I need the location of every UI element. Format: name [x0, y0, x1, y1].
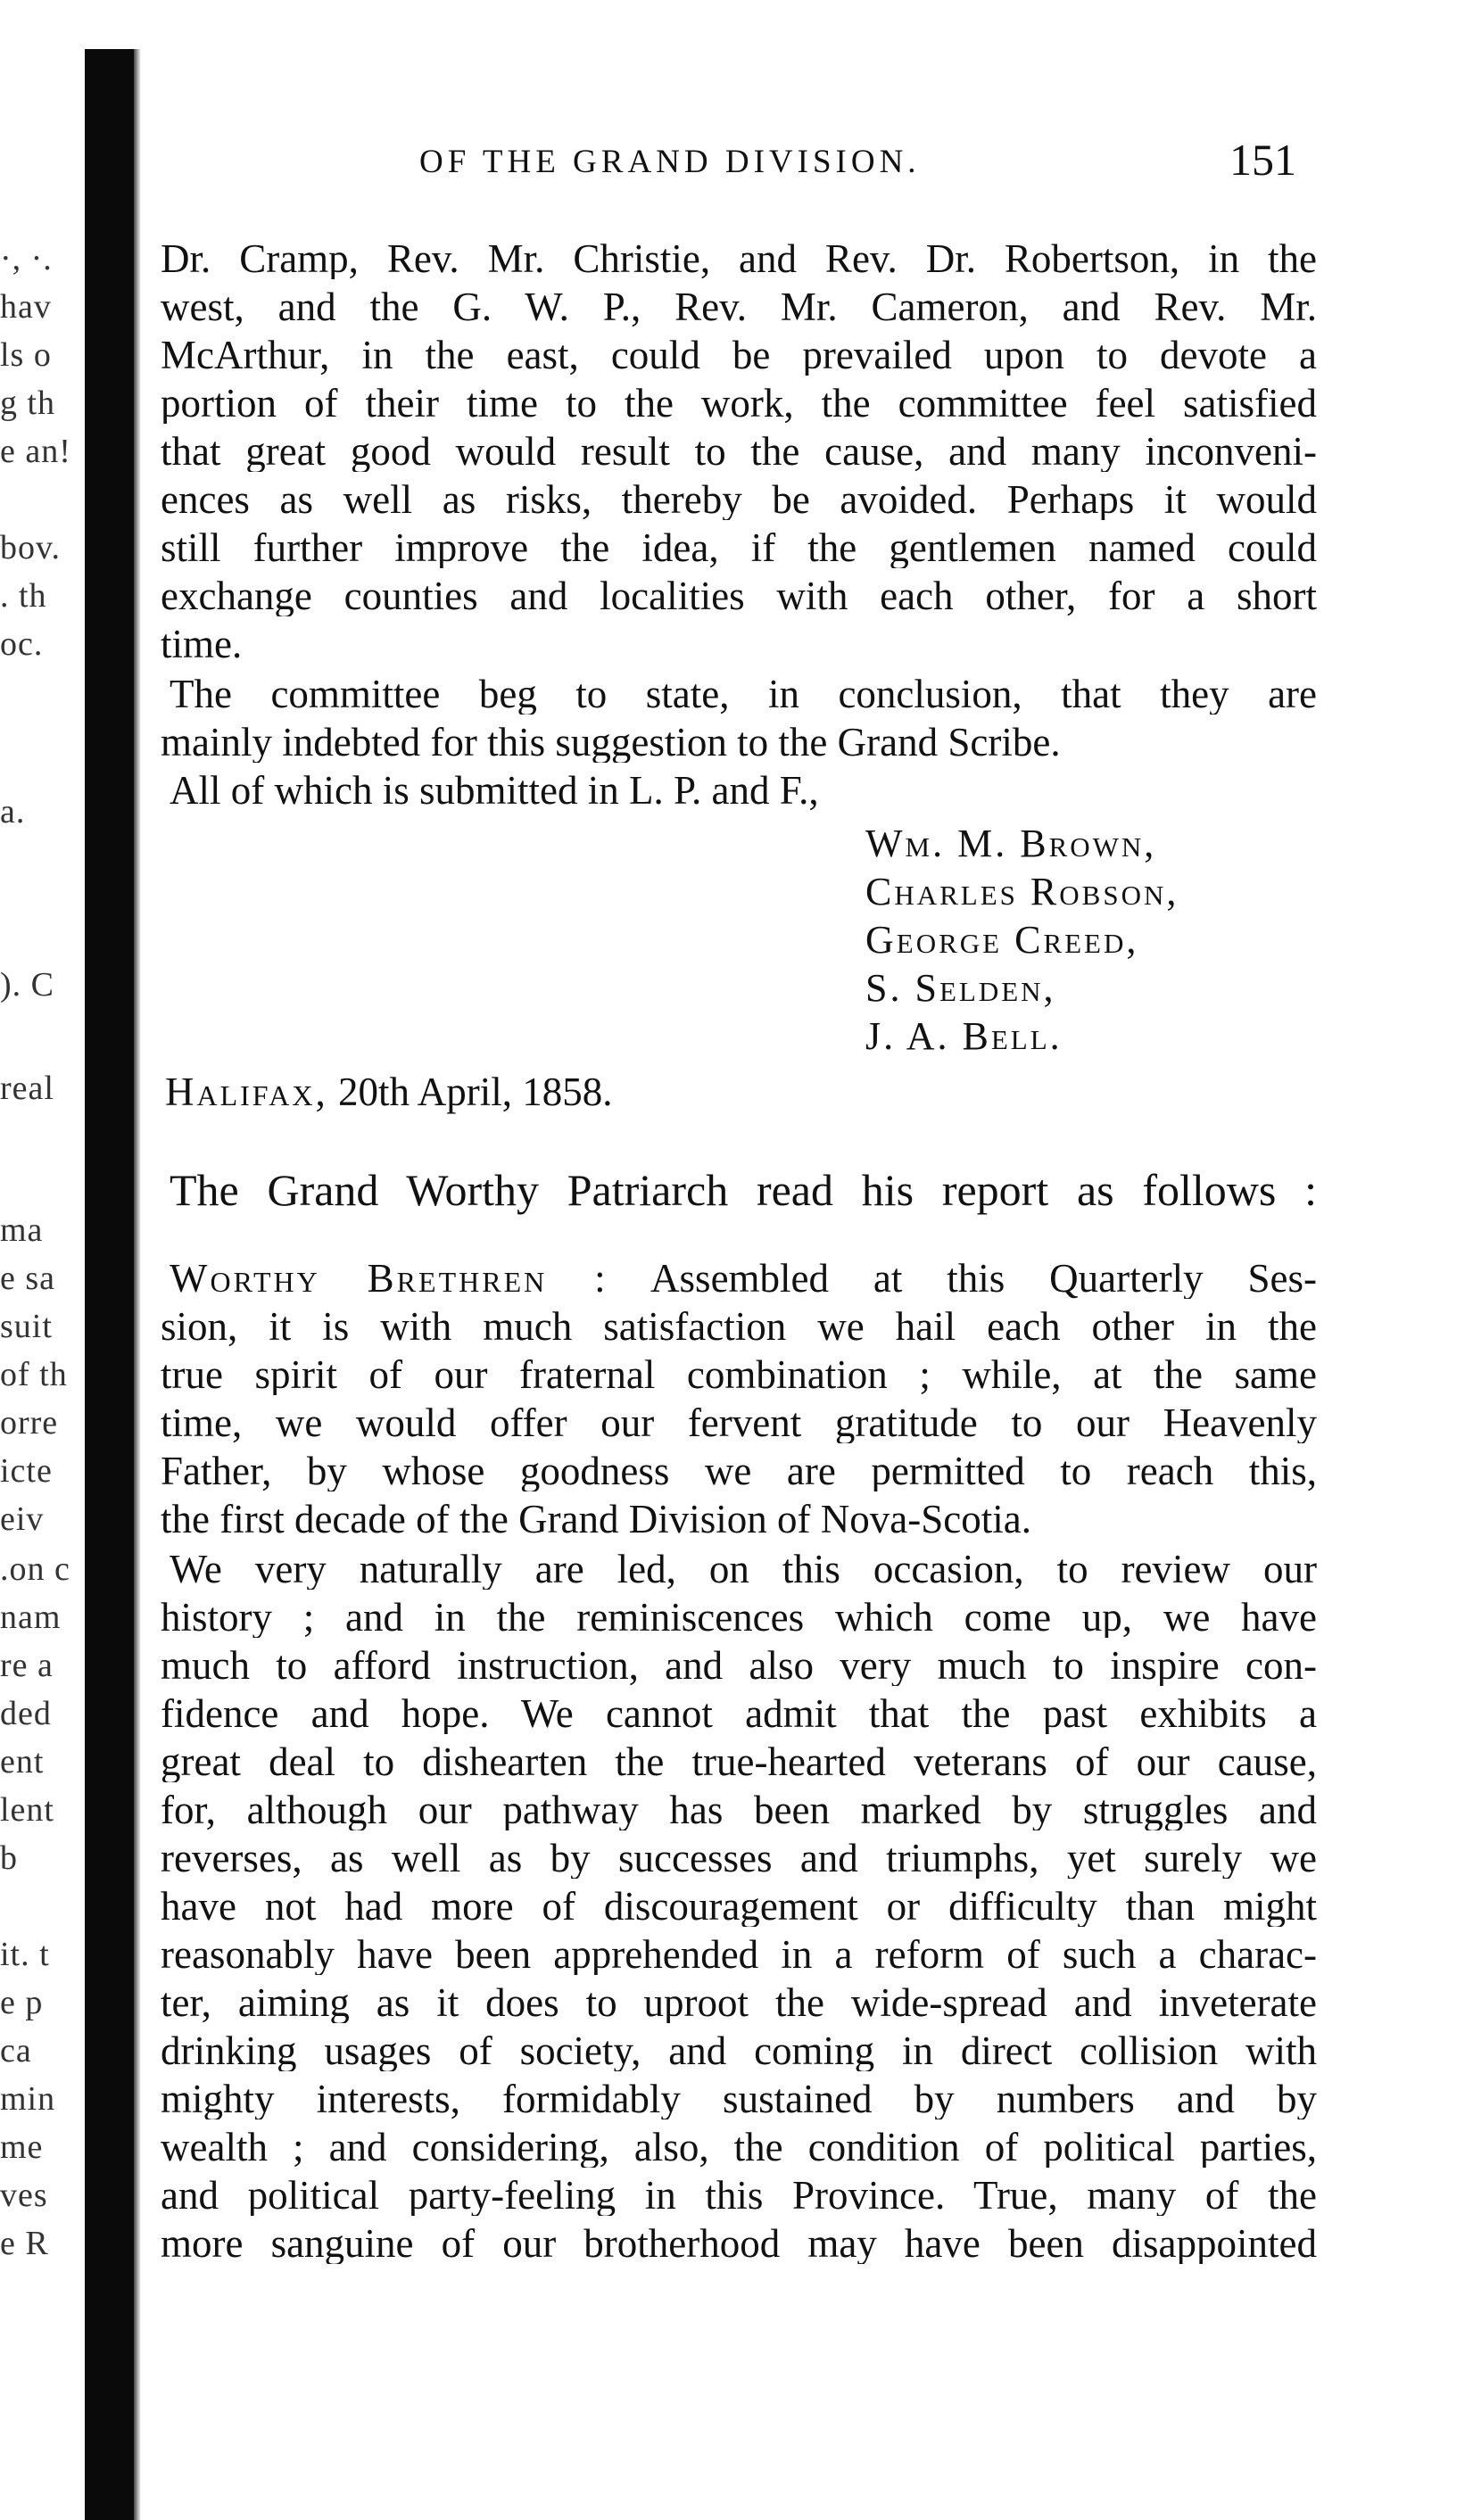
margin-bleed-fragment: ca — [0, 2032, 32, 2070]
margin-bleed-fragment: nam — [0, 1599, 62, 1636]
text-line — [170, 1259, 1317, 1299]
text-line: drinking usages of society, and coming in direct collision with — [161, 2031, 1317, 2071]
signatory: George Creed, — [865, 918, 1139, 962]
margin-bleed-fragment: it. t — [0, 1936, 50, 1973]
text-line: still further improve the idea, if the gentlemen named could — [161, 528, 1317, 568]
text-line: reverses, as well as by successes and triumphs, yet surely we — [161, 1838, 1317, 1879]
margin-bleed-fragment: ded — [0, 1695, 52, 1732]
margin-bleed-fragment: re a — [0, 1647, 54, 1684]
margin-bleed-fragment: a. — [0, 793, 26, 830]
signatory: S. Selden, — [865, 966, 1056, 1010]
margin-bleed-fragment: e R — [0, 2225, 49, 2262]
signatory: J. A. Bell. — [865, 1014, 1063, 1058]
margin-bleed-fragment: lent — [0, 1791, 54, 1829]
text-line: more sanguine of our brotherhood may have been disappointed — [161, 2224, 1317, 2264]
text-line: sion, it is with much satisfaction we hail each other in the — [161, 1307, 1317, 1347]
margin-bleed-fragment: ·, ·. — [0, 240, 53, 277]
margin-bleed-fragment: ). C — [0, 966, 54, 1004]
text-line: ences as well as risks, thereby be avoided. Perhaps it would — [161, 480, 1317, 520]
text-line: time, we would offer our fervent gratitude to our Heavenly — [161, 1403, 1317, 1443]
date-text: 20th April, 1858. — [337, 1070, 613, 1114]
dateline — [165, 1069, 612, 1115]
text-line: We very naturally are led, on this occasion, to review our — [170, 1549, 1317, 1590]
margin-bleed-fragment: oc. — [0, 625, 44, 663]
page-number: 151 — [1229, 135, 1296, 185]
margin-bleed-fragment: . th — [0, 577, 47, 615]
margin-bleed-fragment: ves — [0, 2177, 48, 2214]
text-line: McArthur, in the east, could be prevailed upon to devote a — [161, 335, 1317, 376]
text-line: reasonably have been apprehended in a reform of such a charac- — [161, 1935, 1317, 1975]
text-fragment: Assembled at this Quarterly Ses- — [650, 1259, 1317, 1299]
text-line: have not had more of discouragement or difficulty than might — [161, 1887, 1317, 1927]
margin-bleed-fragment: min — [0, 2080, 56, 2118]
text-line: that great good would result to the cause, and many inconveni- — [161, 432, 1317, 472]
margin-bleed-fragment: ent — [0, 1743, 45, 1781]
text-line: the first decade of the Grand Division of Nova-Scotia. — [161, 1500, 1031, 1540]
text-line: The committee beg to state, in conclusion, that they are — [170, 674, 1317, 715]
margin-bleed-fragment: e an! — [0, 433, 71, 470]
margin-bleed-fragment: ma — [0, 1211, 44, 1249]
text-line: history ; and in the reminiscences which come up, we have — [161, 1598, 1317, 1638]
text-line: fidence and hope. We cannot admit that the past exhibits a — [161, 1694, 1317, 1734]
text-line: Father, by whose goodness we are permitted to reach this, — [161, 1451, 1317, 1491]
margin-bleed-fragment: me — [0, 2128, 44, 2166]
binding-shadow-fade — [134, 49, 141, 2520]
margin-bleed-fragment: bov. — [0, 529, 62, 566]
text-line: mighty interests, formidably sustained by numbers and by — [161, 2079, 1317, 2119]
text-line: west, and the G. W. P., Rev. Mr. Cameron, and Rev. Mr. — [161, 287, 1317, 327]
margin-bleed-fragment: hav — [0, 288, 52, 326]
signatory: Charles Robson, — [865, 870, 1179, 913]
signatory: Wm. M. Brown, — [865, 822, 1157, 865]
text-line: exchange counties and localities with each other, for a short — [161, 576, 1317, 616]
text-line: wealth ; and considering, also, the condition of political parties, — [161, 2128, 1317, 2168]
margin-bleed-fragment: of th — [0, 1356, 68, 1393]
binding-shadow — [85, 49, 134, 2520]
margin-bleed-fragment: b — [0, 1839, 18, 1877]
running-head: OF THE GRAND DIVISION. — [419, 144, 921, 180]
text-line: for, although our pathway has been marked by struggles and — [161, 1790, 1317, 1830]
margin-bleed-fragment: g th — [0, 384, 56, 422]
margin-bleed-fragment: e sa — [0, 1260, 56, 1297]
margin-bleed-fragment: .on c — [0, 1550, 70, 1588]
margin-bleed-fragment: real — [0, 1070, 54, 1107]
margin-bleed-fragment: ls o — [0, 336, 52, 374]
text-line: Dr. Cramp, Rev. Mr. Christie, and Rev. Dr. Robertson, in the — [161, 239, 1317, 279]
section-heading: The Grand Worthy Patriarch read his report as follows : — [170, 1165, 1317, 1215]
text-line: time. — [161, 624, 243, 665]
margin-bleed-fragment: e p — [0, 1984, 44, 2021]
text-line: great deal to dishearten the true-hearted veterans of our cause, — [161, 1742, 1317, 1782]
margin-bleed-fragment: eiv — [0, 1500, 45, 1538]
salutation: Worthy Brethren : — [170, 1259, 608, 1299]
text-line: true spirit of our fraternal combination ; while, at the same — [161, 1355, 1317, 1395]
date-place: Halifax, — [165, 1070, 328, 1114]
text-line: much to afford instruction, and also very much to inspire con- — [161, 1646, 1317, 1686]
text-line: and political party-feeling in this Province. True, many of the — [161, 2176, 1317, 2216]
text-line: ter, aiming as it does to uproot the wide-spread and inveterate — [161, 1983, 1317, 2023]
closing-line: All of which is submitted in L. P. and F., — [170, 771, 819, 811]
text-line: portion of their time to the work, the committee feel satisfied — [161, 384, 1317, 424]
text-line: mainly indebted for this suggestion to the Grand Scribe. — [161, 723, 1061, 763]
margin-bleed-fragment: orre — [0, 1404, 59, 1442]
margin-bleed-fragment: suit — [0, 1308, 53, 1345]
margin-bleed-fragment: icte — [0, 1452, 53, 1490]
